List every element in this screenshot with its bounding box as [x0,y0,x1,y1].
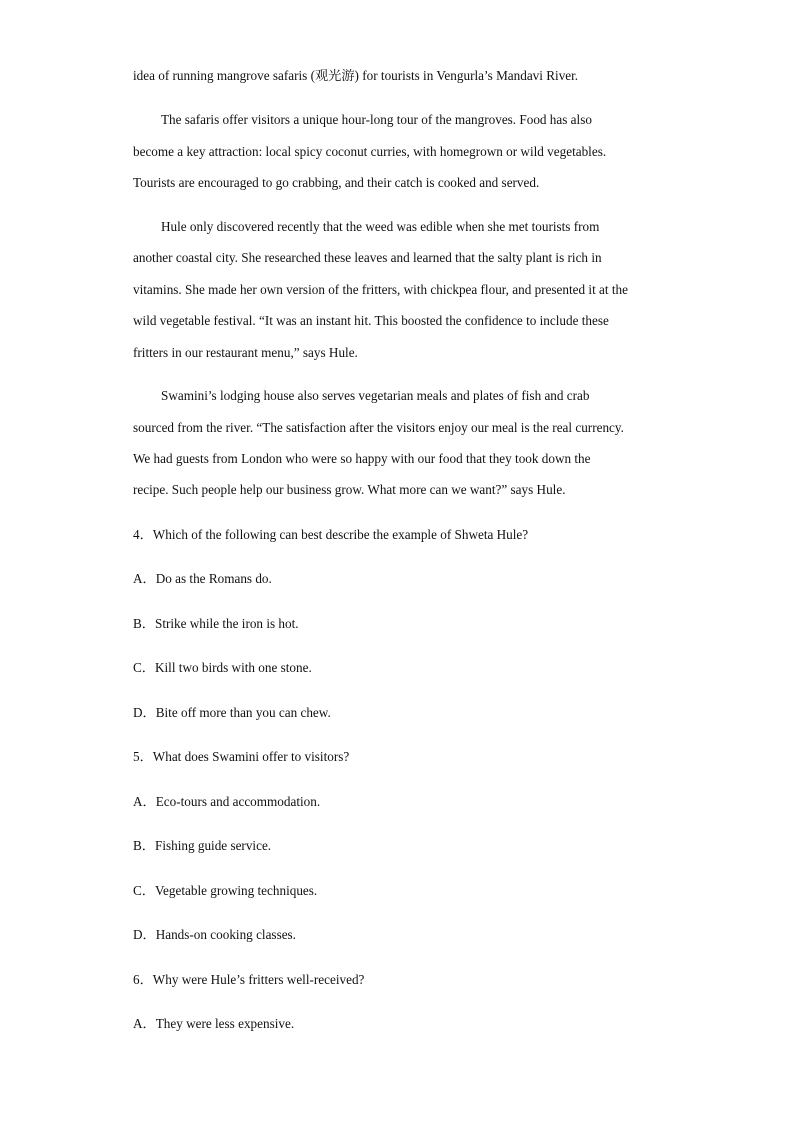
answer-option: C．Kill two birds with one stone. [133,660,312,675]
passage-line: another coastal city. She researched these leaves and learned that the salty plant is rich in [133,250,602,265]
passage-line: wild vegetable festival. “It was an instant hit. This boosted the confidence to include these [133,313,609,328]
passage-line: Swamini’s lodging house also serves vegetarian meals and plates of fish and crab [161,388,590,403]
question-stem: 4．Which of the following can best describe the example of Shweta Hule? [133,527,529,542]
question-stem: 6．Why were Hule’s fritters well-received? [133,972,365,987]
passage-line: idea of running mangrove safaris (观光游) for tourists in Vengurla’s Mandavi River. [133,68,579,83]
answer-option: D．Hands-on cooking classes. [133,927,296,942]
answer-option: B．Fishing guide service. [133,838,272,853]
passage-line: Hule only discovered recently that the weed was edible when she met tourists from [161,219,600,234]
answer-option: D．Bite off more than you can chew. [133,705,331,720]
answer-option: A．Eco-tours and accommodation. [133,794,321,809]
answer-option: C．Vegetable growing techniques. [133,883,318,898]
answer-option: B．Strike while the iron is hot. [133,616,299,631]
passage-line: recipe. Such people help our business grow. What more can we want?” says Hule. [133,482,566,497]
passage-line: Tourists are encouraged to go crabbing, and their catch is cooked and served. [133,175,540,190]
passage-line: We had guests from London who were so happy with our food that they took down the [133,451,591,466]
passage-line: become a key attraction: local spicy coconut curries, with homegrown or wild vegetables. [133,144,607,159]
passage-line: vitamins. She made her own version of the fritters, with chickpea flour, and presented it at the [133,282,628,297]
passage-line: fritters in our restaurant menu,” says Hule. [133,345,358,360]
question-stem: 5．What does Swamini offer to visitors? [133,749,350,764]
answer-option: A．Do as the Romans do. [133,571,272,586]
passage-line: sourced from the river. “The satisfaction after the visitors enjoy our meal is the real currency. [133,420,624,435]
answer-option: A．They were less expensive. [133,1016,295,1031]
passage-line: The safaris offer visitors a unique hour-long tour of the mangroves. Food has also [161,112,592,127]
